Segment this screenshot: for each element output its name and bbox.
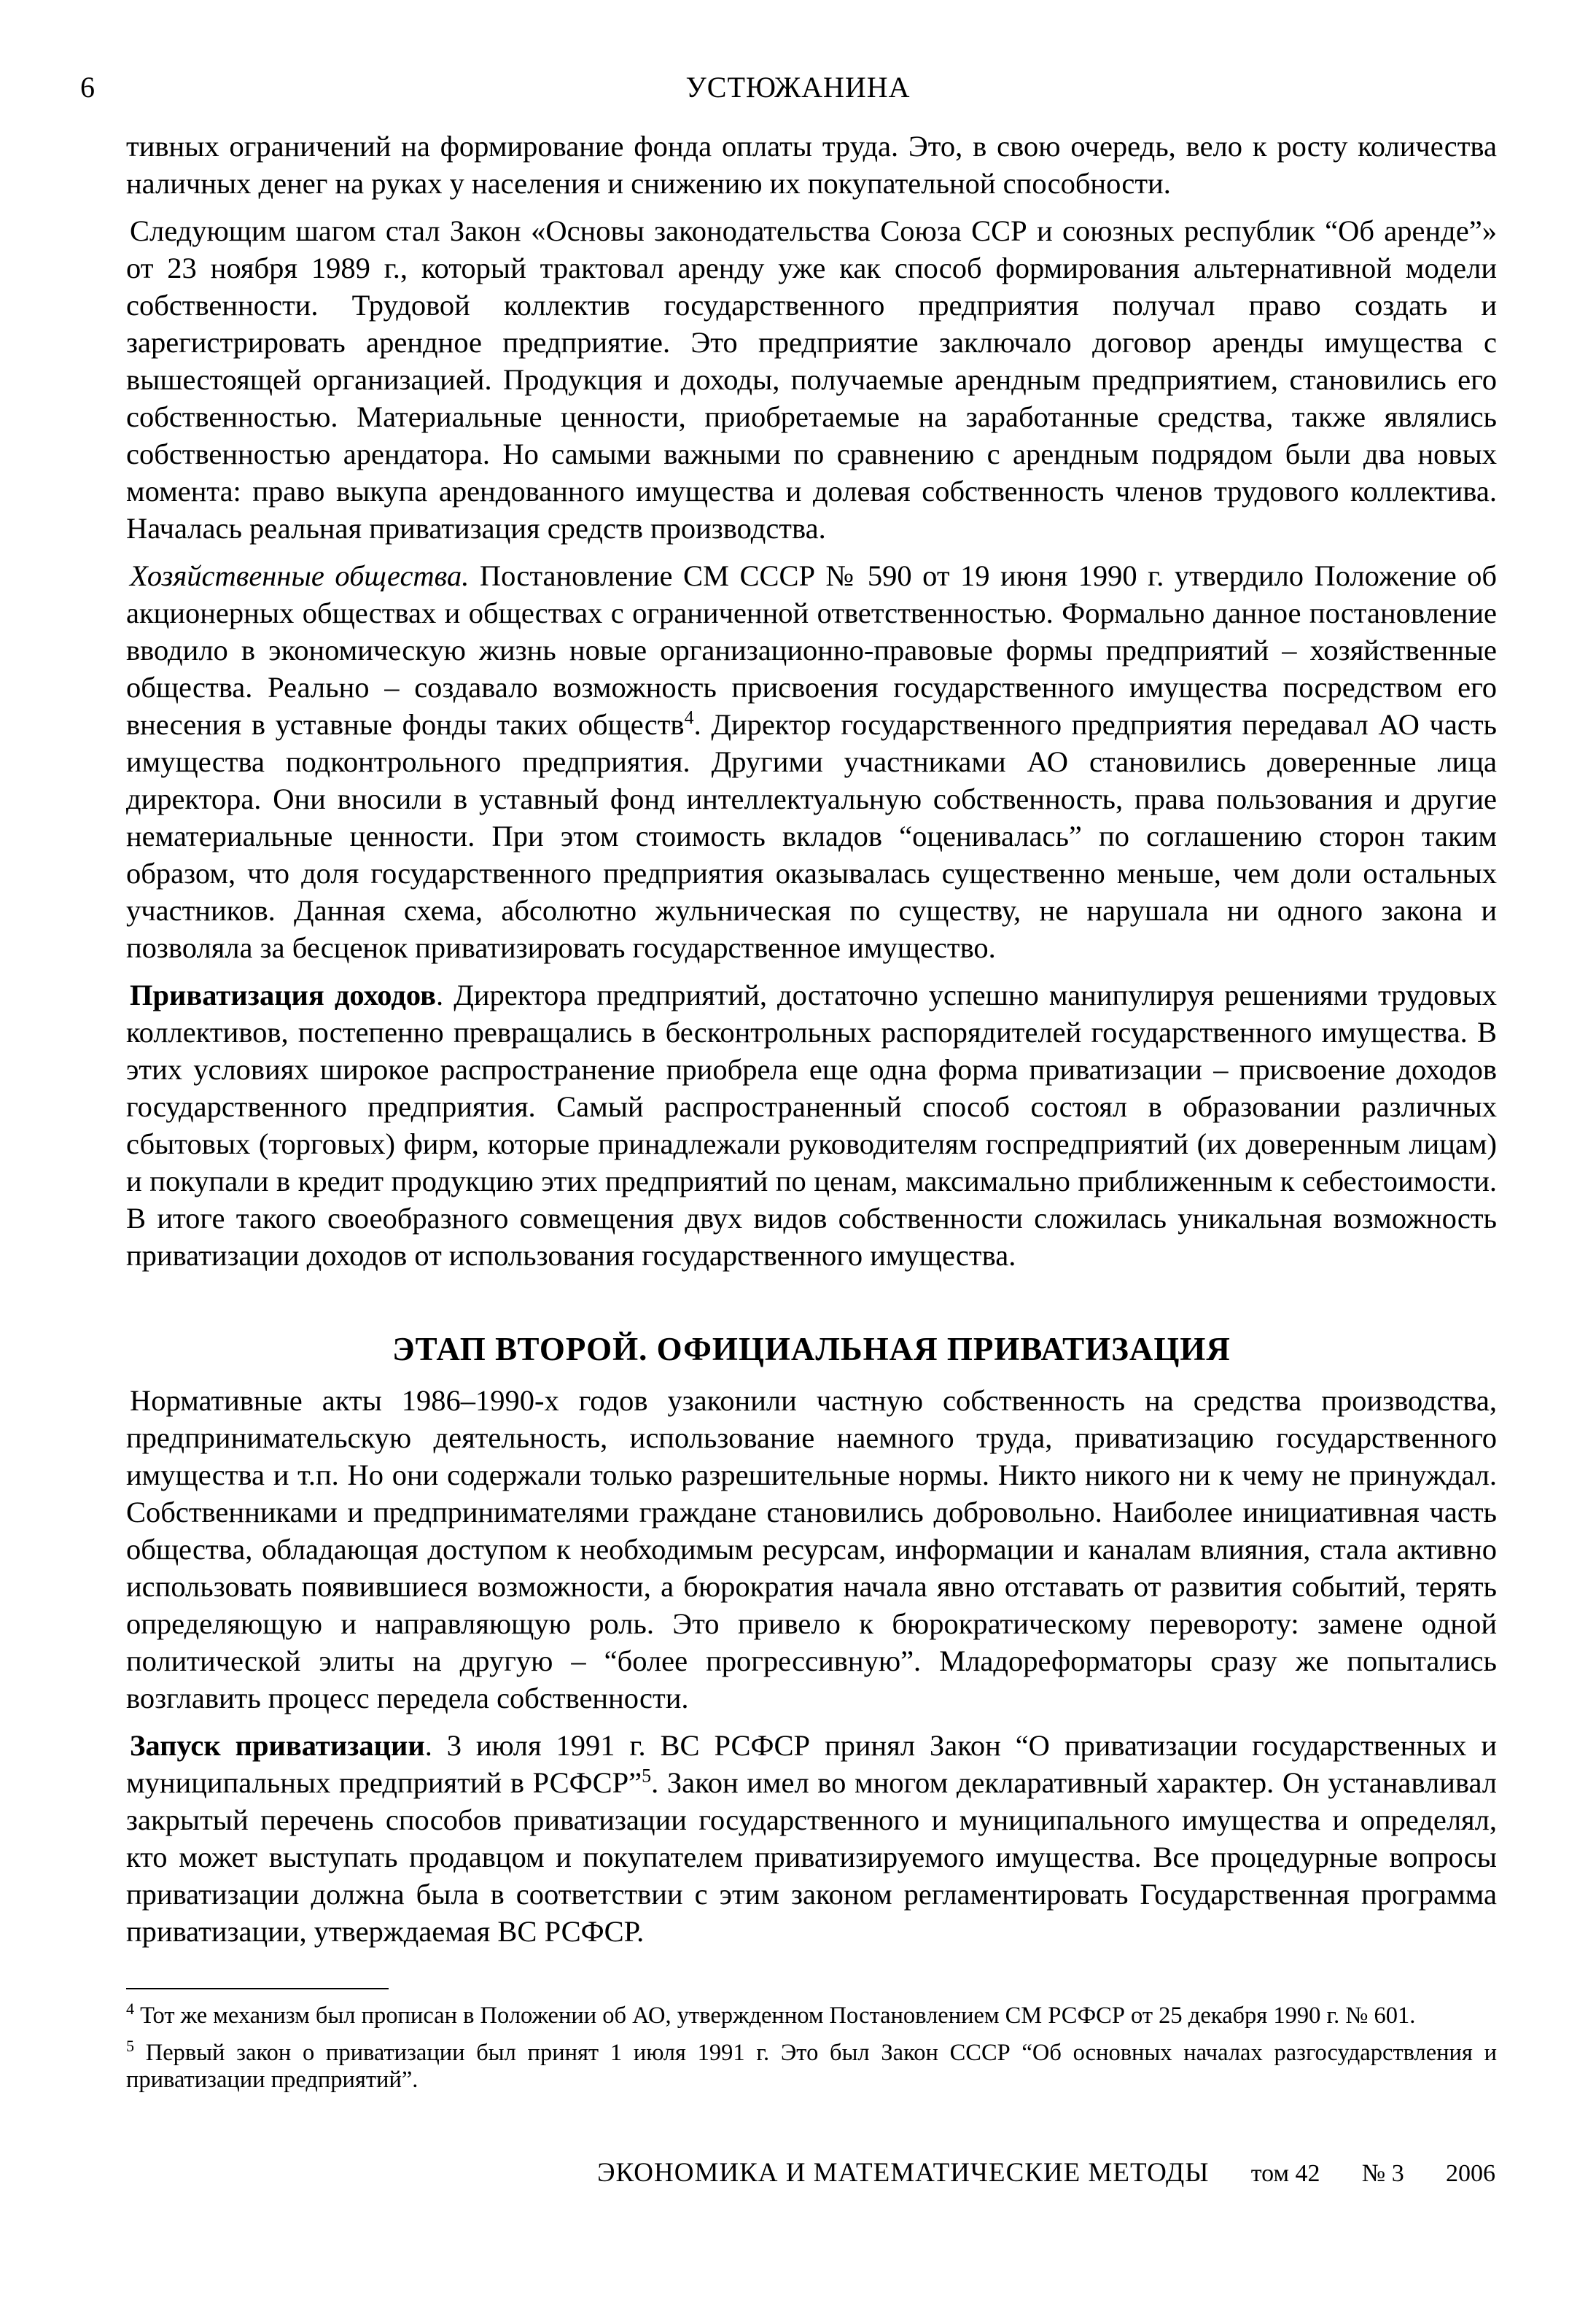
journal-year: 2006 (1446, 2160, 1495, 2187)
footnote-mark: 5 (126, 2037, 134, 2056)
footnote-mark: 4 (126, 2000, 134, 2019)
paragraph-lead-bold: Запуск приватизации (130, 1729, 425, 1762)
footnote-ref-5[interactable]: 5 (642, 1765, 652, 1787)
paragraph-business-companies (126, 557, 1497, 966)
page-number: 6 (80, 71, 95, 104)
footnote-text: Первый закон о приватизации был принят 1 июля 1991 г. Это был Закон СССР “Об основных началах разгосударствления и приватизации предприятий”. (126, 2040, 1498, 2093)
paragraph-text: . 3 июля 1991 г. ВС РСФСР принял Закон “О приватизации государственных и муниципальных предприятий в РСФСР” (126, 1729, 1497, 1799)
section-heading: ЭТАП ВТОРОЙ. ОФИЦИАЛЬНАЯ ПРИВАТИЗАЦИЯ (392, 1331, 1231, 1367)
paragraph-text: . Закон имел во многом декларативный характер. Он устанавливал закрытый перечень способов приватизации государственного и муниципального имущества и определял, кто может выступать продавцом и покупателем приватизируемого имущества. Все процедурные вопросы приватизации должна была в соответствии с этим законом регламентировать Государственная программа приватизации, утверждаемая ВС РСФСР. (126, 1766, 1497, 1948)
paragraph-text: Постановление СМ СССР № 590 от 19 июня 1990 г. утвердило Положение об акционерных обществах и обществах с ограниченной ответственностью. Формально данное постановление вводило в экономическую жизнь новые организационно-правовые формы предприятий – хозяйственные общества. Реально – создавало возможность присвоения государственного имущества посредством его внесения в уставные фонды таких обществ (126, 559, 1497, 741)
paragraph-income-privatization (126, 976, 1497, 1274)
paragraph-1: тивных ограничений на формирование фонда оплаты труда. Это, в свою очередь, вело к росту количества наличных денег на руках у населения и снижению их покупательной способности. (126, 130, 1497, 200)
paragraph-lease-law: Следующим шагом стал Закон «Основы законодательства Союза ССР и союзных республик “Об аренде”» от 23 ноября 1989 г., который трактовал аренду уже как способ формирования альтернативной модели собственности. Трудовой коллектив государственного предприятия получал право создать и зарегистрировать арендное предприятие. Это предприятие заключало договор аренды имущества с вышестоящей организацией. Продукция и доходы, получаемые арендным предприятием, становились его собственностью. Материальные ценности, приобретаемые на заработанные средства, также являлись собственностью арендатора. Но самыми важными по сравнению с арендным подрядом были два новых момента: право выкупа арендованного имущества и долевая собственность членов трудового коллектива. Началась реальная приватизация средств производства. (126, 214, 1497, 545)
journal-issue: № 3 (1361, 2160, 1404, 2187)
paragraph-text: . Директор государственного предприятия передавал АО часть имущества подконтрольного предприятия. Другими участниками АО становились доверенные лица директора. Они вносили в уставный фонд интеллектуальную собственность, права пользования и другие нематериальные ценности. При этом стоимость вкладов “оценивалась” по соглашению сторон таким образом, что доля государственного предприятия оказывалась существенно меньше, чем доли остальных участников. Данная схема, абсолютно жульническая по существу, не нарушала ни одного закона и позволяла за бесценок приватизировать государственное имущество. (126, 708, 1497, 964)
footnote-ref-4[interactable]: 4 (684, 707, 694, 729)
article-body (126, 128, 1497, 2104)
footnote-divider (126, 1988, 389, 1989)
footnote-text: Тот же механизм был прописан в Положении об АО, утвержденном Постановлением СМ РСФСР от 25 декабря 1990 г. № 601. (140, 2003, 1416, 2029)
journal-name: ЭКОНОМИКА И МАТЕМАТИЧЕСКИЕ МЕТОДЫ (597, 2158, 1210, 2188)
journal-volume: том 42 (1250, 2160, 1320, 2187)
paragraph-privatization-launch (126, 1727, 1497, 1950)
paragraph-lead-bold: Приватизация доходов (130, 979, 436, 1011)
paragraph-lead-italic: Хозяйственные общества. (130, 559, 470, 592)
paragraph-text: . Директора предприятий, достаточно успешно манипулируя решениями трудовых коллективов, постепенно превращались в бесконтрольных распорядителей государственного имущества. В этих условиях широкое распространение приобрела еще одна форма приватизации – присвоение доходов государственного предприятия. Самый распространенный способ состоял в образовании различных сбытовых (торговых) фирм, которые принадлежали руководителям госпредприятий (их доверенным лицам) и покупали в кредит продукцию этих предприятий по ценам, максимально приближенным к себестоимости. В итоге такого своеобразного совмещения двух видов собственности сложилась уникальная возможность приватизации доходов от использования государственного имущества. (126, 979, 1497, 1272)
journal-footer (0, 2157, 1495, 2188)
paragraph-normative-acts: Нормативные акты 1986–1990-х годов узаконили частную собственность на средства производства, предпринимательскую деятельность, использование наемного труда, приватизацию государственного имущества и т.п. Но они содержали только разрешительные нормы. Никто никого ни к чему не принуждал. Собственниками и предпринимателями граждане становились добровольно. Наиболее инициативная часть общества, обладающая доступом к необходимым ресурсам, информации и каналам влияния, стала активно использовать появившиеся возможности, а бюрократия начала явно отставать от развития событий, терять определяющую и направляющую роль. Это привело к бюрократическому перевороту: замене одной политической элиты на другую – “более прогрессивную”. Младореформаторы сразу же попытались возглавить процесс передела собственности. (126, 1384, 1497, 1714)
running-head: УСТЮЖАНИНА (685, 71, 911, 104)
footnote-4 (126, 2000, 1497, 2029)
footnote-5 (126, 2037, 1498, 2094)
